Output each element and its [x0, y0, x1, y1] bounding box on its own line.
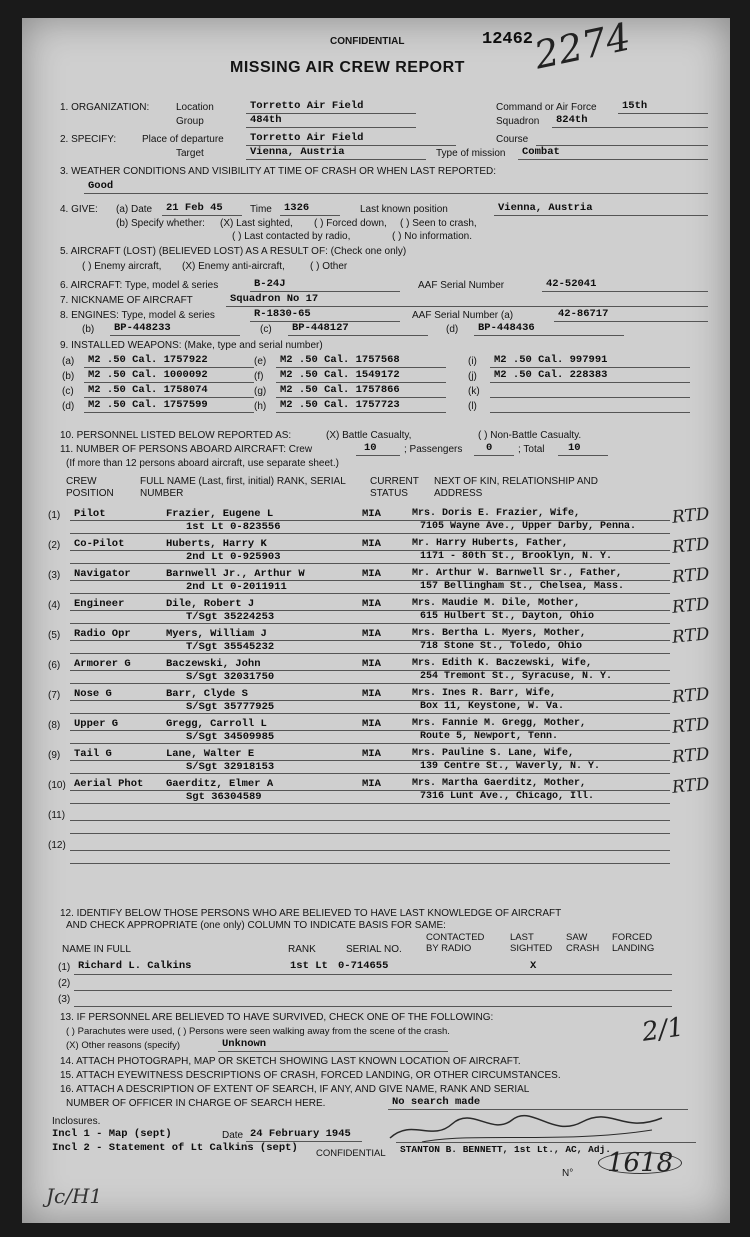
crew-rtd-note: RTD	[671, 684, 711, 708]
weapon-line	[84, 412, 254, 413]
crew-rank-serial: S/Sgt 35777925	[186, 701, 275, 713]
crew-next-of-kin: Mr. Arthur W. Barnwell Sr., Father,	[412, 568, 623, 579]
handwritten-number: 2274	[530, 14, 635, 78]
crew-row-line	[70, 700, 670, 701]
crew-row-number: (5)	[48, 630, 61, 641]
s6-label: 6. AIRCRAFT: Type, model & series	[60, 280, 219, 291]
enemy-aircraft-label: ( ) Enemy aircraft,	[82, 261, 162, 272]
weapon-line	[276, 382, 446, 383]
crew-rank-serial: S/Sgt 32031750	[186, 671, 275, 683]
crew-row-number: (11)	[48, 810, 66, 821]
crew-rank-serial: Sgt 36304589	[186, 791, 262, 803]
s12b-label: AND CHECK APPROPRIATE (one only) COLUMN TO INDICATE BASIS FOR SAME:	[66, 920, 446, 931]
crew-address: Box 11, Keystone, W. Va.	[420, 701, 565, 712]
non-battle-label: ( ) Non-Battle Casualty.	[478, 430, 582, 441]
crew-rank-serial: 2nd Lt 0-2011911	[186, 581, 287, 593]
crew-next-of-kin: Mrs. Bertha L. Myers, Mother,	[412, 628, 587, 639]
enclosures-label: Inclosures.	[52, 1116, 101, 1127]
crew-position-heading: CREW POSITION	[66, 476, 114, 499]
s11b-label: (If more than 12 persons aboard aircraft, use separate sheet.)	[66, 458, 339, 469]
weapon-line	[84, 382, 254, 383]
seen-crash-label: ( ) Seen to crash,	[400, 218, 477, 229]
s10-label: 10. PERSONNEL LISTED BELOW REPORTED AS:	[60, 430, 292, 441]
s1-label: 1. ORGANIZATION:	[60, 102, 150, 113]
witness-row-3-num: (3)	[58, 994, 71, 1005]
crew-status: MIA	[362, 688, 381, 700]
weapon-line	[490, 397, 690, 398]
crew-address: 157 Bellingham St., Chelsea, Mass.	[420, 581, 625, 592]
location-label: Location	[176, 102, 214, 113]
weapon-value: M2 .50 Cal. 1758074	[88, 384, 208, 396]
crew-next-of-kin: Mrs. Martha Gaerditz, Mother,	[412, 778, 587, 789]
engine-c-value: BP-448127	[292, 322, 349, 334]
s8-label: 8. ENGINES: Type, model & series	[60, 310, 215, 321]
last-sighted-heading: LAST SIGHTED	[510, 932, 553, 954]
crew-rank-serial: S/Sgt 32918153	[186, 761, 275, 773]
crew-row-line	[70, 593, 670, 594]
crew-row-number: (10)	[48, 780, 66, 791]
status-heading: CURRENT STATUS	[370, 476, 419, 499]
engine-type-value: R-1830-65	[254, 308, 311, 320]
crew-row-line	[70, 790, 670, 791]
crew-address: 1171 - 80th St., Brooklyn, N. Y.	[420, 551, 613, 562]
weapon-key: (g)	[254, 386, 267, 397]
s13-label: 13. IF PERSONNEL ARE BELIEVED TO HAVE SURVIVED, CHECK ONE OF THE FOLLOWING:	[60, 1012, 494, 1023]
course-label: Course	[496, 134, 529, 145]
crew-rtd-note: RTD	[671, 534, 711, 558]
s7-label: 7. NICKNAME OF AIRCRAFT	[60, 295, 193, 306]
weather-value: Good	[88, 180, 114, 192]
crew-row-line	[70, 610, 670, 611]
handwritten-corner-note: 2/1	[640, 1012, 686, 1048]
aaf-serial-label: AAF Serial Number	[418, 280, 505, 291]
crew-next-of-kin: Mr. Harry Huberts, Father,	[412, 538, 569, 549]
witness-row-2-num: (2)	[58, 978, 71, 989]
enemy-aa-label: Enemy anti-aircraft,	[198, 261, 285, 272]
witness-name: Richard L. Calkins	[78, 960, 192, 972]
document-number: 12462	[482, 30, 534, 49]
crew-row-line	[70, 730, 670, 731]
crew-status: MIA	[362, 778, 381, 790]
mission-type-value: Combat	[522, 146, 560, 158]
s13a-label: ( ) Parachutes were used, ( ) Persons were seen walking away from the scene of the crash.	[66, 1026, 450, 1037]
engine-d-value: BP-448436	[478, 322, 535, 334]
crew-row-line	[70, 520, 670, 521]
mission-type-label: Type of mission	[436, 148, 506, 159]
departure-label: Place of departure	[142, 134, 224, 145]
crew-row-line	[70, 743, 670, 744]
number-mark: N°	[562, 1168, 574, 1179]
crew-name: Dile, Robert J	[166, 598, 255, 610]
crew-rtd-note: RTD	[671, 624, 711, 648]
crew-row-line	[70, 803, 670, 804]
weapon-line	[276, 397, 446, 398]
crew-row-number: (4)	[48, 600, 61, 611]
weapon-line	[276, 412, 446, 413]
weapon-key: (i)	[468, 356, 477, 367]
crew-position: Pilot	[74, 508, 106, 520]
crew-row-number: (6)	[48, 660, 61, 671]
crew-next-of-kin: Mrs. Edith K. Baczewski, Wife,	[412, 658, 593, 669]
specify-label: (b) Specify whether:	[116, 218, 205, 229]
crew-name: Gregg, Carroll L	[166, 718, 267, 730]
crew-row-line	[70, 713, 670, 714]
s16-label: 16. ATTACH A DESCRIPTION OF EXTENT OF SEARCH, IF ANY, AND GIVE NAME, RANK AND SERIAL	[60, 1084, 530, 1095]
crew-status: MIA	[362, 628, 381, 640]
time-label: Time	[250, 204, 272, 215]
target-label: Target	[176, 148, 204, 159]
crew-row-number: (3)	[48, 570, 61, 581]
passengers-label: ; Passengers	[404, 444, 463, 455]
weapon-key: (j)	[468, 371, 477, 382]
nickname-value: Squadron No 17	[230, 293, 319, 305]
crew-status: MIA	[362, 568, 381, 580]
last-position-value: Vienna, Austria	[498, 202, 593, 214]
aircraft-type-value: B-24J	[254, 278, 286, 290]
crew-address: 615 Hulbert St., Dayton, Ohio	[420, 611, 595, 622]
confidential-footer: CONFIDENTIAL	[316, 1148, 386, 1159]
page-title: MISSING AIR CREW REPORT	[230, 59, 465, 76]
weapon-key: (d)	[62, 401, 75, 412]
engine-serial-label: AAF Serial Number (a)	[412, 310, 514, 321]
crew-address: 254 Tremont St., Syracuse, N. Y.	[420, 671, 613, 682]
total-count: 10	[568, 442, 581, 454]
signature-date-value: 24 February 1945	[250, 1128, 351, 1140]
crew-status: MIA	[362, 598, 381, 610]
no-info-label: ( ) No information.	[392, 231, 473, 242]
crew-rtd-note: RTD	[671, 564, 711, 588]
crew-name: Huberts, Harry K	[166, 538, 267, 550]
location-value: Torretto Air Field	[250, 100, 364, 112]
crew-next-of-kin: Mrs. Fannie M. Gregg, Mother,	[412, 718, 587, 729]
crew-position: Navigator	[74, 568, 131, 580]
departure-value: Torretto Air Field	[250, 132, 364, 144]
next-of-kin-heading: NEXT OF KIN, RELATIONSHIP AND ADDRESS	[434, 476, 598, 499]
weapon-key: (k)	[468, 386, 480, 397]
other-reasons-label: Other reasons (specify)	[81, 1040, 181, 1051]
crew-row-line	[70, 833, 670, 834]
crew-row-number: (1)	[48, 510, 61, 521]
date-label: (a) Date	[116, 204, 153, 215]
crew-next-of-kin: Mrs. Doris E. Frazier, Wife,	[412, 508, 581, 519]
crew-row-line	[70, 640, 670, 641]
command-label: Command or Air Force	[496, 102, 597, 113]
full-name-heading: FULL NAME (Last, first, initial) RANK, SERIAL NUMBER	[140, 476, 346, 499]
group-label: Group	[176, 116, 204, 127]
crew-row-line	[70, 563, 670, 564]
crew-count: 10	[364, 442, 377, 454]
forced-landing-heading: FORCED LANDING	[612, 932, 655, 954]
confidential-header: CONFIDENTIAL	[330, 36, 405, 47]
crew-address: 7316 Lunt Ave., Chicago, Ill.	[420, 791, 595, 802]
crew-row-number: (2)	[48, 540, 61, 551]
weapon-key: (c)	[62, 386, 74, 397]
crew-position: Upper G	[74, 718, 119, 730]
crew-address: 7105 Wayne Ave., Upper Darby, Penna.	[420, 521, 637, 532]
crew-row-line	[70, 850, 670, 851]
crew-status: MIA	[362, 508, 381, 520]
weapon-value: M2 .50 Cal. 1000092	[88, 369, 208, 381]
squadron-value: 824th	[556, 114, 588, 126]
witness-mark: X	[530, 960, 537, 972]
crew-row-line	[70, 533, 670, 534]
other-label: ( ) Other	[310, 261, 348, 272]
target-value: Vienna, Austria	[250, 146, 345, 158]
handwritten-sheet-number: 1618	[598, 1152, 682, 1174]
weapon-value: M2 .50 Cal. 228383	[494, 369, 608, 381]
engine-d-key: (d)	[446, 324, 459, 335]
crew-name: Baczewski, John	[166, 658, 261, 670]
crew-row-line	[70, 773, 670, 774]
weapon-line	[490, 367, 690, 368]
s2-label: 2. SPECIFY:	[60, 134, 117, 145]
witness-rank: 1st Lt	[290, 960, 328, 972]
weapon-value: M2 .50 Cal. 1757568	[280, 354, 400, 366]
contacted-heading: CONTACTED BY RADIO	[426, 932, 485, 954]
command-value: 15th	[622, 100, 648, 112]
weapon-value: M2 .50 Cal. 1757723	[280, 399, 400, 411]
crew-name: Lane, Walter E	[166, 748, 255, 760]
s11-label: 11. NUMBER OF PERSONS ABOARD AIRCRAFT: Crew	[60, 444, 313, 455]
crew-row-line	[70, 653, 670, 654]
crew-name: Barnwell Jr., Arthur W	[166, 568, 305, 580]
crew-rtd-note: RTD	[671, 594, 711, 618]
crew-next-of-kin: Mrs. Pauline S. Lane, Wife,	[412, 748, 575, 759]
forced-down-label: ( ) Forced down,	[314, 218, 387, 229]
weapon-line	[276, 367, 446, 368]
handwritten-margin-note: Jc/H1	[46, 1184, 103, 1208]
aaf-serial-value: 42-52041	[546, 278, 597, 290]
weapon-value: M2 .50 Cal. 997991	[494, 354, 608, 366]
s16b-label: NUMBER OF OFFICER IN CHARGE OF SEARCH HERE.	[66, 1098, 326, 1109]
crew-address: 718 Stone St., Toledo, Ohio	[420, 641, 583, 652]
check-other-reasons: (X) Other reasons (specify)	[66, 1040, 181, 1051]
s12-label: 12. IDENTIFY BELOW THOSE PERSONS WHO ARE BELIEVED TO HAVE LAST KNOWLEDGE OF AIRCRAFT	[60, 908, 562, 919]
engine-b-key: (b)	[82, 324, 95, 335]
crew-row-line	[70, 863, 670, 864]
weapon-key: (h)	[254, 401, 267, 412]
search-value: No search made	[392, 1096, 481, 1108]
crew-position: Engineer	[74, 598, 125, 610]
total-label: ; Total	[518, 444, 545, 455]
engine-c-key: (c)	[260, 324, 272, 335]
crew-row-line	[70, 670, 670, 671]
last-position-label: Last known position	[360, 204, 448, 215]
crew-position: Aerial Phot	[74, 778, 144, 790]
s3-label: 3. WEATHER CONDITIONS AND VISIBILITY AT TIME OF CRASH OR WHEN LAST REPORTED:	[60, 166, 497, 177]
report-page	[22, 14, 730, 1223]
weapon-key: (e)	[254, 356, 267, 367]
squadron-label: Squadron	[496, 116, 540, 127]
crew-position: Co-Pilot	[74, 538, 125, 550]
weapon-line	[490, 412, 690, 413]
crew-name: Frazier, Eugene L	[166, 508, 274, 520]
crew-rank-serial: 2nd Lt 0-925903	[186, 551, 281, 563]
crew-row-line	[70, 820, 670, 821]
weapon-value: M2 .50 Cal. 1757866	[280, 384, 400, 396]
group-value: 484th	[250, 114, 282, 126]
crew-next-of-kin: Mrs. Ines R. Barr, Wife,	[412, 688, 557, 699]
weapon-line	[84, 367, 254, 368]
crew-rtd-note: RTD	[671, 774, 711, 798]
s14-label: 14. ATTACH PHOTOGRAPH, MAP OR SKETCH SHOWING LAST KNOWN LOCATION OF AIRCRAFT.	[60, 1056, 521, 1067]
check-enemy-aa: (X) Enemy anti-aircraft,	[182, 261, 285, 272]
crew-status: MIA	[362, 718, 381, 730]
crew-rtd-note: RTD	[671, 714, 711, 738]
s5-label: 5. AIRCRAFT (LOST) (BELIEVED LOST) AS A RESULT OF: (Check one only)	[60, 246, 407, 257]
saw-crash-heading: SAW CRASH	[566, 932, 600, 954]
passengers-count: 0	[486, 442, 493, 454]
witness-row-1-num: (1)	[58, 962, 71, 973]
crew-position: Armorer G	[74, 658, 131, 670]
name-in-full-heading: NAME IN FULL	[62, 944, 131, 955]
crew-rtd-note: RTD	[671, 504, 711, 528]
crew-position: Nose G	[74, 688, 112, 700]
enclosure-1: Incl 1 - Map (sept)	[52, 1128, 172, 1140]
crew-name: Myers, William J	[166, 628, 267, 640]
crew-address: 139 Centre St., Waverly, N. Y.	[420, 761, 601, 772]
time-value: 1326	[284, 202, 310, 214]
rank-heading: RANK	[288, 944, 316, 955]
crew-rank-serial: T/Sgt 35224253	[186, 611, 275, 623]
crew-row-line	[70, 550, 670, 551]
crew-status: MIA	[362, 658, 381, 670]
signature-date-label: Date	[222, 1130, 244, 1141]
weapon-key: (b)	[62, 371, 75, 382]
last-sighted-label: Last sighted,	[236, 218, 293, 229]
weapon-line	[84, 397, 254, 398]
crew-row-line	[70, 580, 670, 581]
s4-label: 4. GIVE:	[60, 204, 98, 215]
crew-rank-serial: S/Sgt 34509985	[186, 731, 275, 743]
check-battle: (X) Battle Casualty,	[326, 430, 412, 441]
crew-row-line	[70, 623, 670, 624]
serial-heading: SERIAL NO.	[346, 944, 402, 955]
battle-label: Battle Casualty,	[342, 430, 412, 441]
crew-next-of-kin: Mrs. Maudie M. Dile, Mother,	[412, 598, 581, 609]
crew-status: MIA	[362, 538, 381, 550]
crew-rank-serial: T/Sgt 35545232	[186, 641, 275, 653]
other-reasons-value: Unknown	[222, 1038, 267, 1050]
weapon-key: (a)	[62, 356, 75, 367]
engine-b-value: BP-448233	[114, 322, 171, 334]
crew-row-number: (7)	[48, 690, 61, 701]
weapon-value: M2 .50 Cal. 1549172	[280, 369, 400, 381]
date-value: 21 Feb 45	[166, 202, 223, 214]
witness-serial: 0-714655	[338, 960, 389, 972]
weapon-value: M2 .50 Cal. 1757922	[88, 354, 208, 366]
last-radio-label: ( ) Last contacted by radio,	[232, 231, 351, 242]
weapon-key: (f)	[254, 371, 264, 382]
crew-row-number: (9)	[48, 750, 61, 761]
crew-position: Radio Opr	[74, 628, 131, 640]
crew-row-line	[70, 760, 670, 761]
crew-rtd-note: RTD	[671, 744, 711, 768]
s9-label: 9. INSTALLED WEAPONS: (Make, type and serial number)	[60, 340, 323, 351]
crew-row-number: (12)	[48, 840, 66, 851]
enclosure-2: Incl 2 - Statement of Lt Calkins (sept)	[52, 1142, 298, 1154]
check-last-sighted: (X) Last sighted,	[220, 218, 293, 229]
weapon-line	[490, 382, 690, 383]
engine-a-value: 42-86717	[558, 308, 609, 320]
crew-name: Gaerditz, Elmer A	[166, 778, 274, 790]
crew-row-line	[70, 683, 670, 684]
crew-name: Barr, Clyde S	[166, 688, 248, 700]
crew-address: Route 5, Newport, Tenn.	[420, 731, 559, 742]
crew-status: MIA	[362, 748, 381, 760]
crew-row-number: (8)	[48, 720, 61, 731]
crew-position: Tail G	[74, 748, 112, 760]
signer-name: STANTON B. BENNETT, 1st Lt., AC, Adj.	[400, 1144, 611, 1155]
weapon-key: (l)	[468, 401, 477, 412]
weapon-value: M2 .50 Cal. 1757599	[88, 399, 208, 411]
crew-rank-serial: 1st Lt 0-823556	[186, 521, 281, 533]
s15-label: 15. ATTACH EYEWITNESS DESCRIPTIONS OF CRASH, FORCED LANDING, OR OTHER CIRCUMSTANCES.	[60, 1070, 561, 1081]
